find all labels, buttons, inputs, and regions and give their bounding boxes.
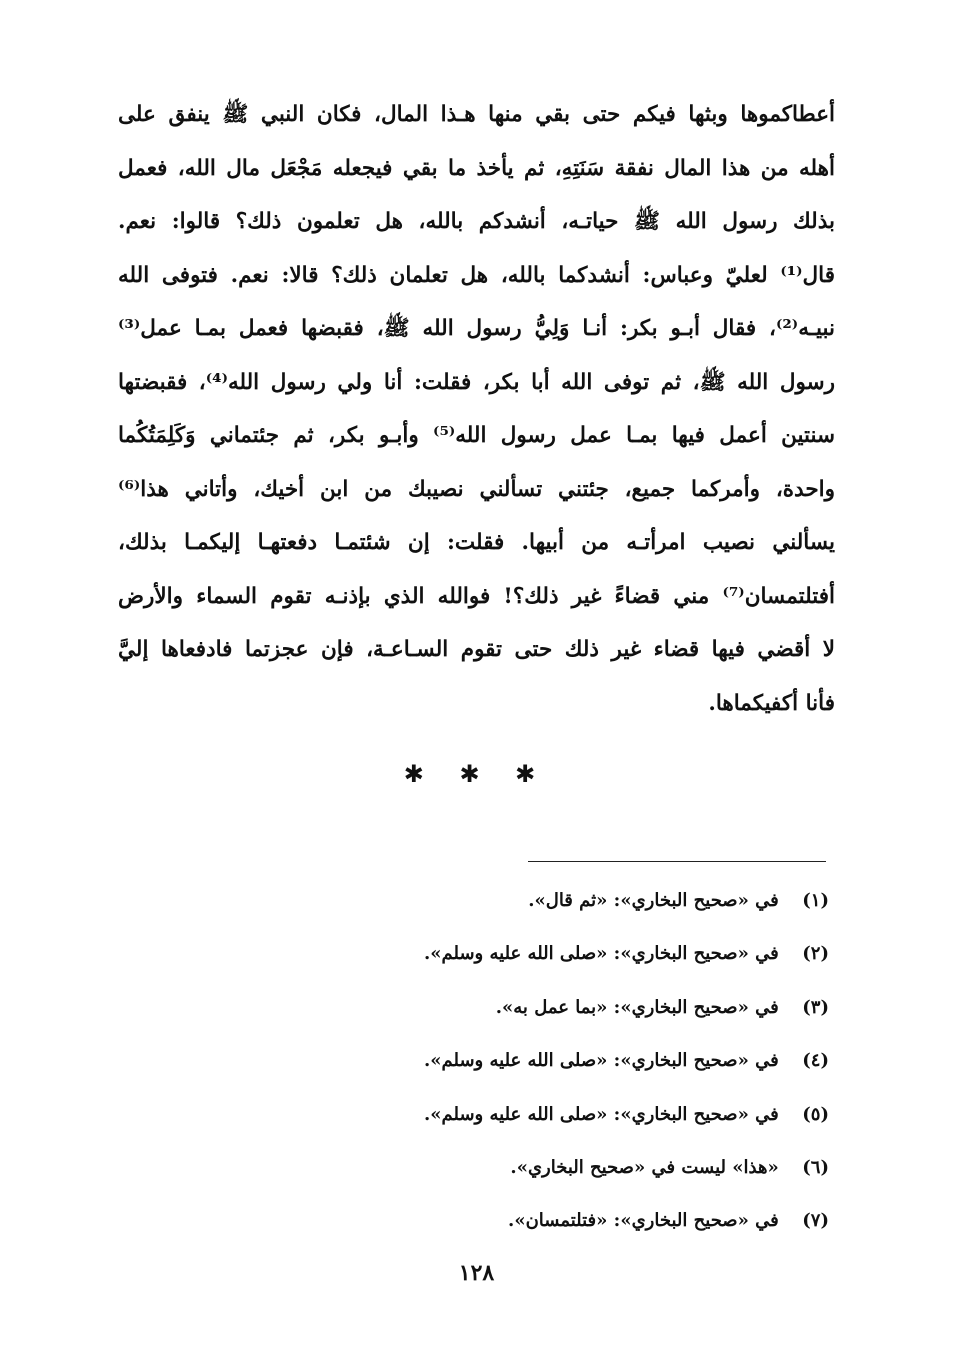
- text-line: فأنا أكفيكماها.: [708, 690, 835, 716]
- footnote-number: (٣): [802, 996, 829, 1018]
- footnote-text: في «صحيح البخاري»: «بما عمل به».: [495, 996, 779, 1018]
- footnote: [120, 933, 829, 986]
- footnote-number: (٦): [802, 1156, 829, 1178]
- text-line: بذلك رسول الله ﷺ حياتـه، أنشدكم بالله، هل تعلمون ذلك؟ قالوا: نعم.: [118, 209, 835, 234]
- text-line: قال⁽¹⁾ لعليّ وعباس: أنشدكما بالله، هل تعلمان ذلك؟ قالا: نعم. فتوفى الله: [118, 262, 835, 288]
- footnote-divider: [528, 861, 826, 862]
- footnote: [120, 880, 829, 933]
- footnote-text: في «صحيح البخاري»: «صلى الله عليه وسلم».: [424, 1103, 779, 1125]
- footnote-number: (٧): [802, 1210, 829, 1232]
- footnote-number: (٤): [802, 1050, 829, 1072]
- footnote-text: «هذا» ليست في «صحيح البخاري».: [510, 1156, 779, 1178]
- page-number: ١٢٨: [458, 1260, 495, 1286]
- text-line: نبيـه⁽²⁾، فقال أبـو بكر: أنـا وَلِيُّ رسول الله ﷺ، فقبضها فعمل بمـا عمل⁽³⁾: [118, 316, 835, 341]
- footnote-number: (٢): [802, 943, 829, 965]
- text-line: أعطاكموها وبثها فيكم حتى بقي منها هـذا المال، فكان النبي ﷺ ينفق على: [118, 102, 835, 127]
- footnote: [120, 1040, 829, 1093]
- footnote-number: (١): [802, 890, 829, 911]
- footnote-text: في «صحيح البخاري»: «فتلتمسان».: [508, 1210, 779, 1232]
- text-line: سنتين أعمل فيها بمـا عمل رسول الله⁽⁵⁾ وأبـو بكر، ثم جئتماني وَكَلِمَتُكُما: [118, 423, 835, 448]
- footnote-text: في «صحيح البخاري»: «ثم قال».: [528, 890, 779, 911]
- footnote-text: في «صحيح البخاري»: «صلى الله عليه وسلم».: [424, 1050, 779, 1072]
- text-line: أهله من هذا المال نفقة سَنَتِهِ، ثم يأخذ ما بقي فيجعله مَجْعَل مال الله، فعمل: [118, 155, 835, 181]
- footnote: [120, 1094, 829, 1147]
- text-line: واحدة، وأمركما جميع، جئتني تسألني نصيبك من ابن أخيك، وأتاني هذا⁽⁶⁾: [118, 476, 835, 502]
- text-line: لا أقضي فيها قضاء غير ذلك حتى تقوم السـاعـة، فإن عجزتما فادفعاها إليَّ: [118, 637, 835, 662]
- main-text: [118, 88, 835, 730]
- section-separator: ✱ ✱ ✱: [403, 760, 550, 788]
- text-line: أفتلتمسان⁽⁷⁾ مني قضاءً غير ذلك؟! فوالله الذي بإذنـه تقوم السماء والأرض: [118, 583, 835, 609]
- footnote: [120, 1200, 829, 1253]
- text-line: يسألني نصيب امرأتـه من أبيها. فقلت: إن شئتمـا دفعتهـا إليكمـا بذلك،: [118, 530, 835, 555]
- footnote: [120, 1147, 829, 1200]
- footnote-number: (٥): [802, 1103, 829, 1125]
- footnote-text: في «صحيح البخاري»: «صلى الله عليه وسلم».: [424, 943, 779, 965]
- footnote: [120, 987, 829, 1040]
- text-line: رسول الله ﷺ، ثم توفى الله أبا بكر، فقلت: أنا ولي رسول الله⁽⁴⁾، فقبضتها: [118, 369, 835, 395]
- footnotes: [120, 880, 829, 1254]
